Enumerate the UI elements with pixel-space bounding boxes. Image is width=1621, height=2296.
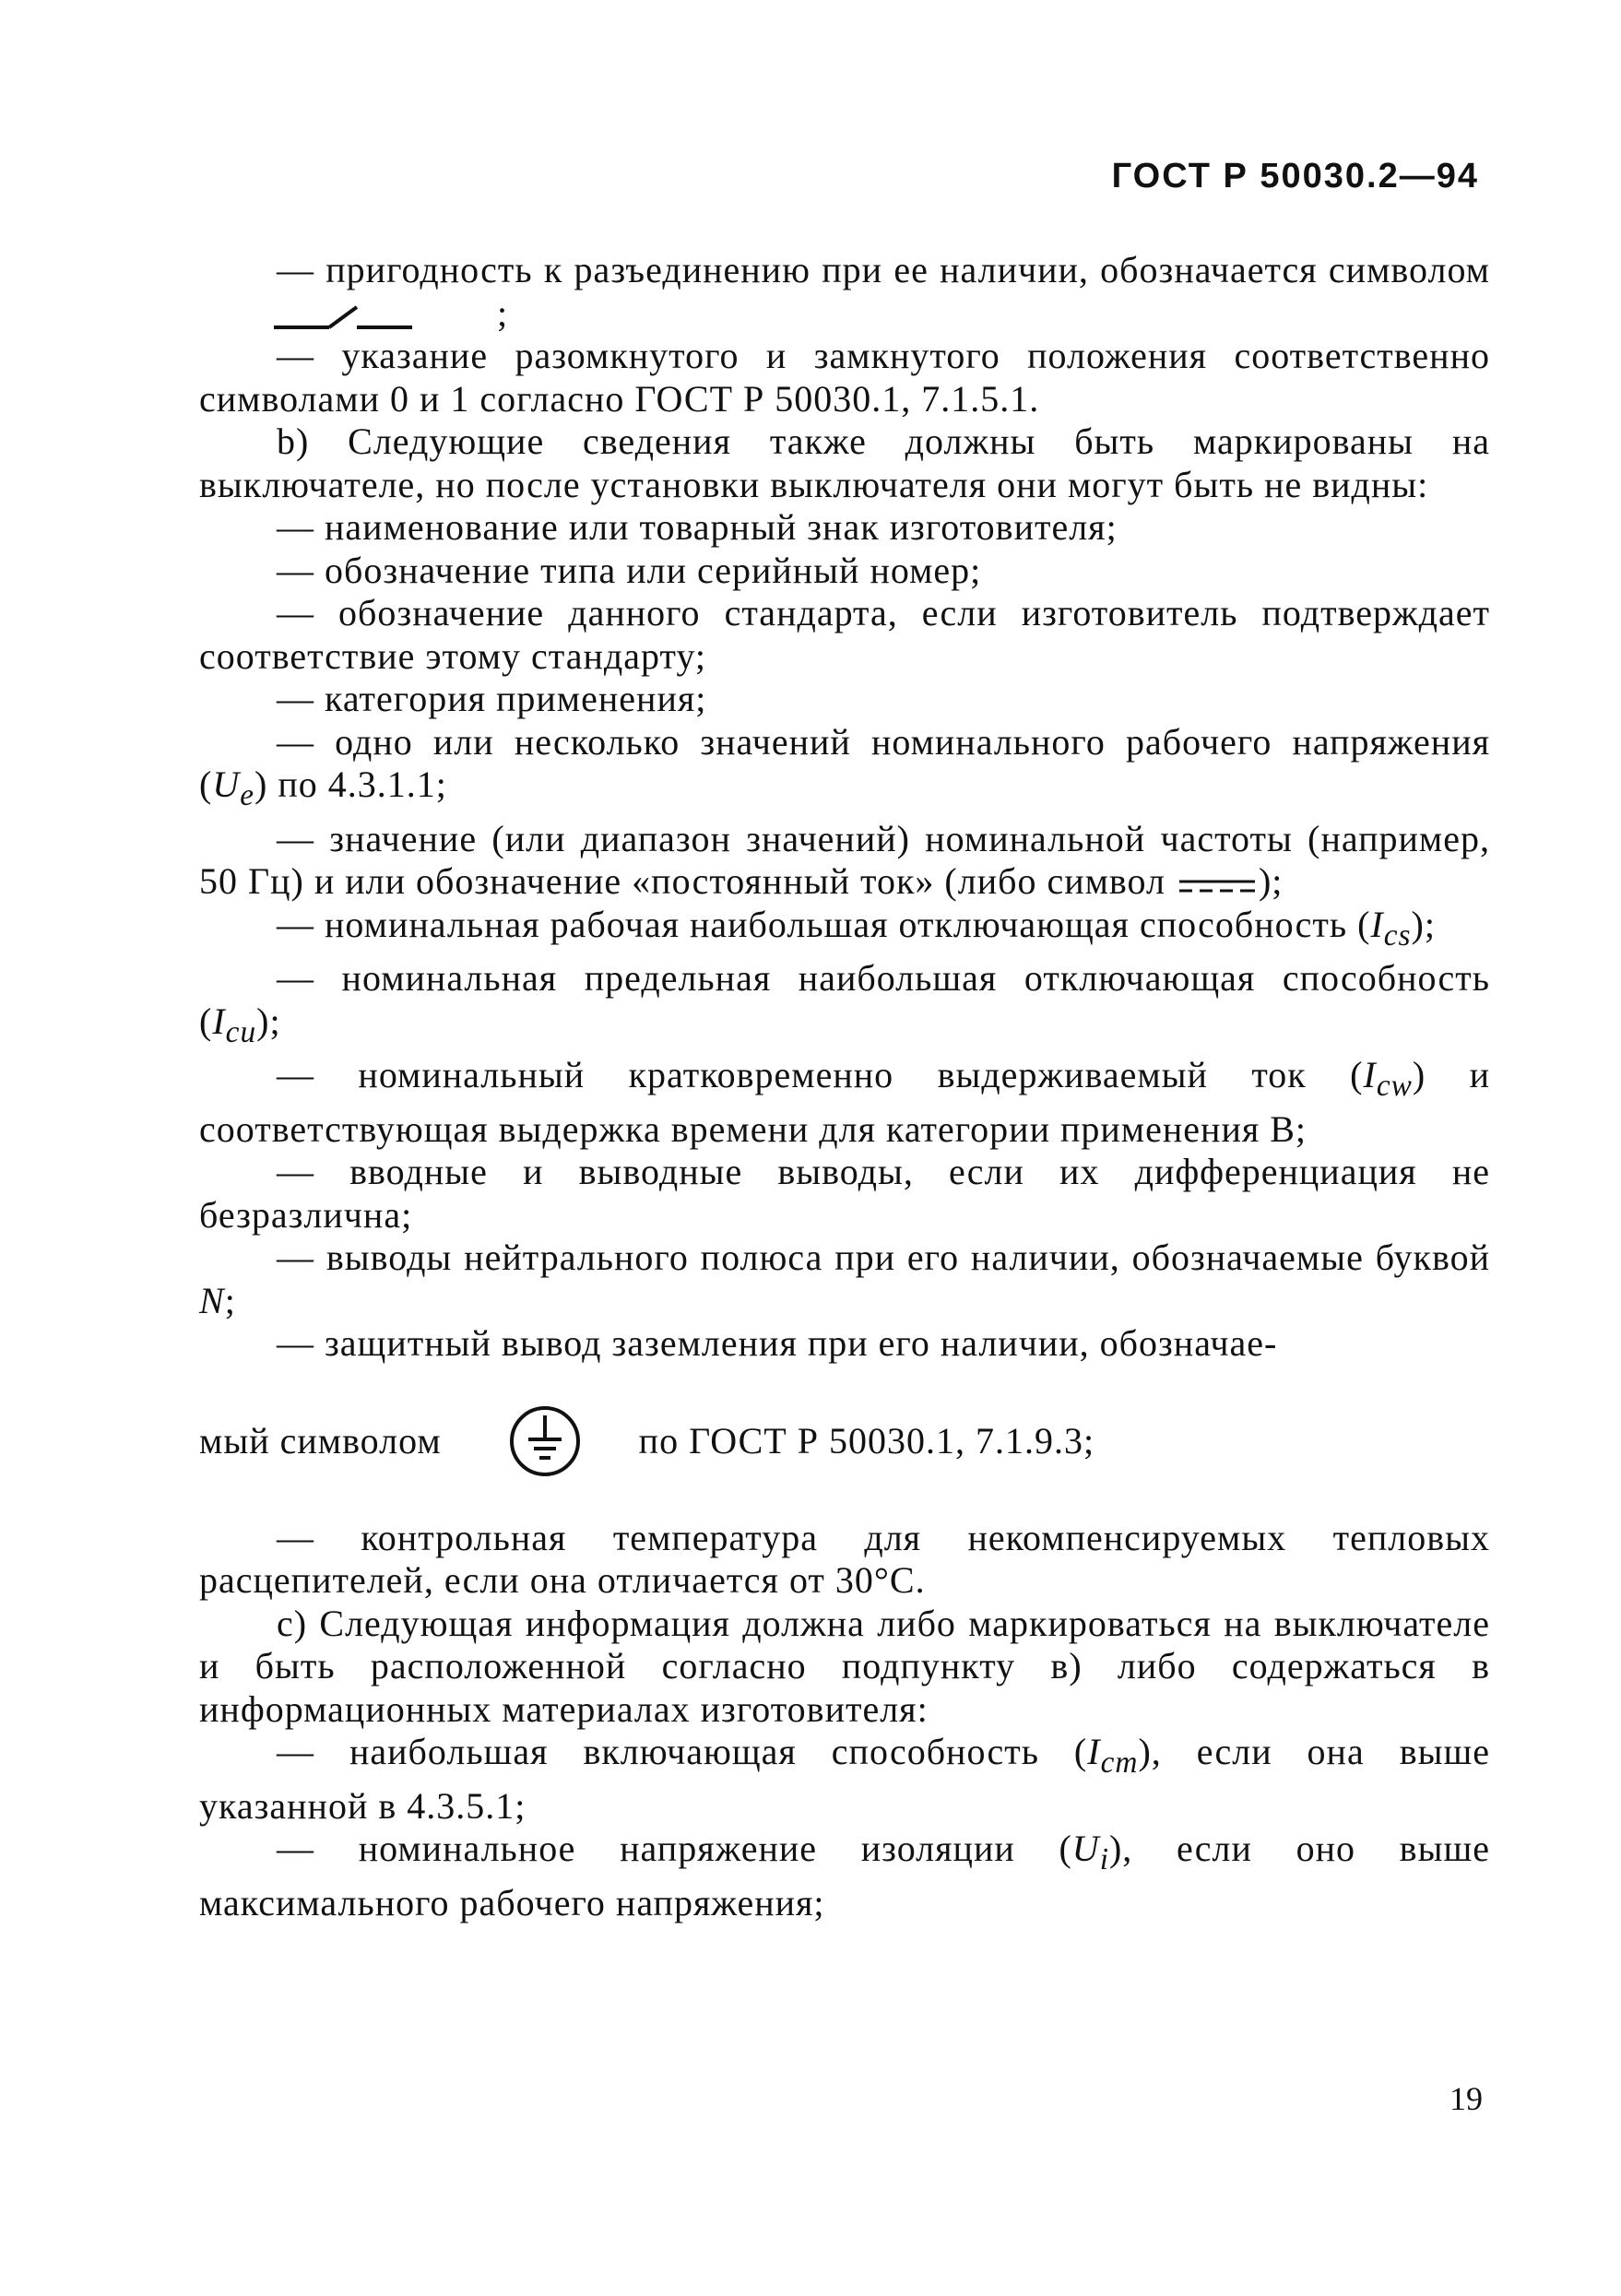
list-item: — выводы нейтрального полюса при его наличии, обозначаемые буквой N; [199,1237,1490,1321]
list-item: — категория применения; [277,678,707,720]
list-item: — контрольная температура для некомпенсируемых тепловых расцепителей, если она отличается от 30°С. [199,1516,1490,1602]
ground-symbol-line: мый символом по ГОСТ Р 50030.1, 7.1.9.3; [199,1402,1490,1480]
list-item: — одно или несколько значений номинального рабочего напряжения $(U_e)$ по 4.3.1.1; [199,720,1490,813]
protective-earth-symbol-icon [506,1402,584,1480]
list-item: — обозначение типа или серийный номер; [277,549,982,591]
list-item: — номинальный кратковременно выдерживаемый ток $(I_{cw})$ и соответствующая выдержка времени для категории применения В; [199,1054,1490,1150]
list-item: — наименование или товарный знак изготовителя; [277,506,1118,549]
page-number: 19 [1449,2080,1483,2117]
paragraph-disconnection: — пригодность к разъединению при ее наличии, обозначается символом ; [199,249,1490,335]
list-item: — номинальная предельная наибольшая отключающая способность $(I_{cu})$; [199,957,1490,1049]
list-item: — значение (или диапазон значений) номинальной частоты (например, 50 Гц) и или обозначение «постоянный ток» (либо символ ); [199,817,1490,903]
document-body [199,249,1490,1924]
list-item: — защитный вывод заземления при его наличии, обозначае- [277,1322,1278,1365]
document-header: ГОСТ Р 50030.2—94 [1111,157,1479,195]
paragraph-c: с) Следующая информация должна либо маркироваться на выключателе и быть расположенной согласно подпункту в) либо содержаться в информационных материалах изготовителя: [199,1602,1490,1730]
disconnector-symbol-icon [274,298,412,335]
paragraph-positions: — указание разомкнутого и замкнутого положения соответственно символами 0 и 1 согласно ГОСТ Р 50030.1, 7.1.5.1. [199,335,1490,420]
list-item: — вводные и выводные выводы, если их дифференциация не безразлична; [199,1151,1490,1236]
list-item: — наибольшая включающая способность $(I_{cm})$, если она выше указанной в 4.3.5.1; [199,1731,1491,1827]
list-item: — номинальная рабочая наибольшая отключающая способность $(I_{cs})$; [277,903,1436,953]
direct-current-symbol-icon [1176,872,1259,898]
list-item: — обозначение данного стандарта, если изготовитель подтверждает соответствие этому стандарту; [199,592,1490,677]
paragraph-b: b) Следующие сведения также должны быть маркированы на выключателе, но после установки выключателя они могут быть не видны: [199,420,1490,505]
list-item: — номинальное напряжение изоляции $(U_i)$, если оно выше максимального рабочего напряжения; [199,1828,1491,1923]
